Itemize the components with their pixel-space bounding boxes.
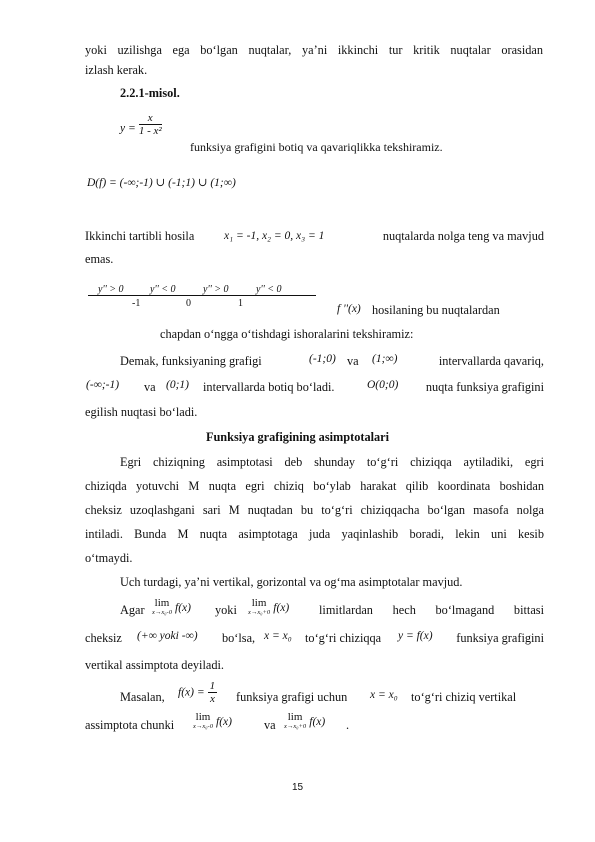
paragraph-line: intervallarda qavariq, — [438, 354, 544, 368]
function-text: funksiya grafigini botiq va qavariqlikka tekshiramiz. — [190, 140, 443, 154]
formula-denominator: 1 - x² — [138, 125, 162, 137]
text: to‘g‘ri chiziqqa — [305, 631, 382, 645]
equation: x = x₀ — [370, 689, 398, 701]
interval: (-∞;-1) — [86, 379, 120, 391]
second-derivative: f ''(x) — [337, 303, 361, 315]
lim — [248, 598, 270, 618]
lim — [193, 712, 213, 732]
paragraph-line: limitlardan hech bo‘lmagand bittasi — [319, 603, 544, 617]
lim-sub: x→x₀+0 — [284, 723, 307, 730]
formula-numerator: 1 — [209, 680, 216, 692]
limit-right — [284, 712, 325, 732]
sign-point-3: 1 — [238, 298, 243, 309]
text: funksiya grafigi uchun — [236, 690, 348, 704]
lim-sub: x→x₀+0 — [248, 609, 271, 616]
lim-sub: x→x₀-0 — [193, 723, 213, 730]
function-f: f(x) — [273, 601, 290, 614]
interval: (-1;0) — [309, 353, 336, 365]
text: . — [346, 718, 350, 732]
interval: (0;1) — [166, 379, 189, 391]
function-f: f(x) — [216, 715, 232, 728]
formula-lhs: f(x) = — [178, 686, 205, 699]
lim-word: lim — [195, 711, 211, 723]
limit-left — [193, 712, 232, 732]
lim-word: lim — [287, 711, 303, 723]
lim-sub: x→x₀-0 — [152, 609, 172, 616]
paragraph-line: vertikal assimptota deyiladi. — [85, 658, 224, 672]
paragraph-line: Demak, funksiyaning grafigi — [120, 354, 262, 368]
formula-lhs: y = — [120, 122, 136, 135]
text: Ikkinchi tartibli hosila — [85, 229, 195, 243]
text: bo‘lsa, — [222, 631, 256, 645]
example-title: 2.2.1-misol. — [120, 86, 180, 100]
example-formula — [178, 680, 217, 705]
text: funksiya grafigini — [456, 631, 544, 645]
text: Agar — [120, 603, 145, 617]
text: to‘g‘ri chiziq vertikal — [411, 690, 517, 704]
lim — [152, 598, 172, 618]
function-formula — [120, 112, 162, 137]
interval: (1;∞) — [372, 353, 398, 365]
paragraph-line: cheksiz uzoqlashgani sari M nuqtadan bu to‘g‘ri chiziqqacha bo‘lgan masofa nolga — [85, 503, 544, 517]
domain-formula: D(f) = (-∞;-1) ∪ (-1;1) ∪ (1;∞) — [87, 177, 236, 189]
paragraph-line: chiziqda yotuvchi M nuqta egri chiziq bo‘ylab harakat qilib koordinata boshidan — [85, 479, 544, 493]
limit-left — [152, 598, 191, 618]
lim — [284, 712, 306, 732]
paragraph-line — [85, 229, 194, 243]
sign-chart — [88, 284, 318, 310]
paragraph-line: intervallarda botiq bo‘ladi. — [203, 380, 335, 394]
critical-points: x₁ = -1, x₂ = 0, x₃ = 1 — [224, 230, 325, 242]
sign-interval-2: y'' < 0 — [150, 284, 176, 295]
sign-point-1: -1 — [132, 298, 141, 309]
paragraph-line: o‘tmaydi. — [85, 551, 133, 565]
sign-interval-1: y'' > 0 — [98, 284, 124, 295]
sign-interval-4: y'' < 0 — [256, 284, 282, 295]
text: Masalan, — [120, 690, 165, 704]
lim-word: lim — [251, 597, 267, 609]
formula-denominator: x — [209, 693, 215, 705]
paragraph-line: intiladi. Bunda M nuqta asimptotaga juda yaqinlashib boradi, lekin uni kesib — [85, 527, 544, 541]
function-f: f(x) — [309, 715, 326, 728]
limit-right — [248, 598, 289, 618]
infinity: (+∞ yoki -∞) — [137, 630, 198, 642]
point: O(0;0) — [367, 379, 399, 391]
paragraph-line: izlash kerak. — [85, 63, 148, 77]
sign-interval-3: y'' > 0 — [203, 284, 229, 295]
text: cheksiz — [85, 631, 122, 645]
equation: x = x₀ — [264, 630, 292, 642]
text: assimptota chunki — [85, 718, 175, 732]
equation: y = f(x) — [398, 630, 433, 642]
paragraph-line: emas. — [85, 252, 114, 266]
number-line — [88, 295, 316, 296]
lim-word: lim — [154, 597, 170, 609]
text: yoki — [215, 603, 237, 617]
text: va — [144, 380, 156, 394]
paragraph-line: Uch turdagi, ya’ni vertikal, gorizontal va og‘ma asimptotalar mavjud. — [120, 575, 463, 589]
paragraph-line: chapdan o‘ngga o‘tishdagi ishoralarini tekshiramiz: — [160, 327, 414, 341]
section-title: Funksiya grafigining asimptotalari — [205, 430, 390, 444]
paragraph-line: nuqtalarda nolga teng va mavjud — [382, 229, 544, 243]
paragraph-line: egilish nuqtasi bo‘ladi. — [85, 405, 198, 419]
paragraph-line: Egri chiziqning asimptotasi deb shunday to‘g‘ri chiziqqa aytiladiki, egri — [120, 455, 544, 469]
paragraph-line: yoki uzilishga ega bo‘lgan nuqtalar, ya’ni ikkinchi tur kritik nuqtalar orasidan — [85, 43, 543, 57]
paragraph-line: hosilaning bu nuqtalardan — [372, 303, 500, 317]
function-f: f(x) — [175, 601, 191, 614]
paragraph-line: nuqta funksiya grafigini — [425, 380, 544, 394]
text: va — [264, 718, 276, 732]
formula-fraction — [139, 112, 162, 137]
sign-point-2: 0 — [186, 298, 191, 309]
text: va — [347, 354, 359, 368]
formula-numerator: x — [139, 112, 162, 125]
formula-fraction — [208, 680, 218, 705]
page-number: 15 — [291, 782, 304, 793]
